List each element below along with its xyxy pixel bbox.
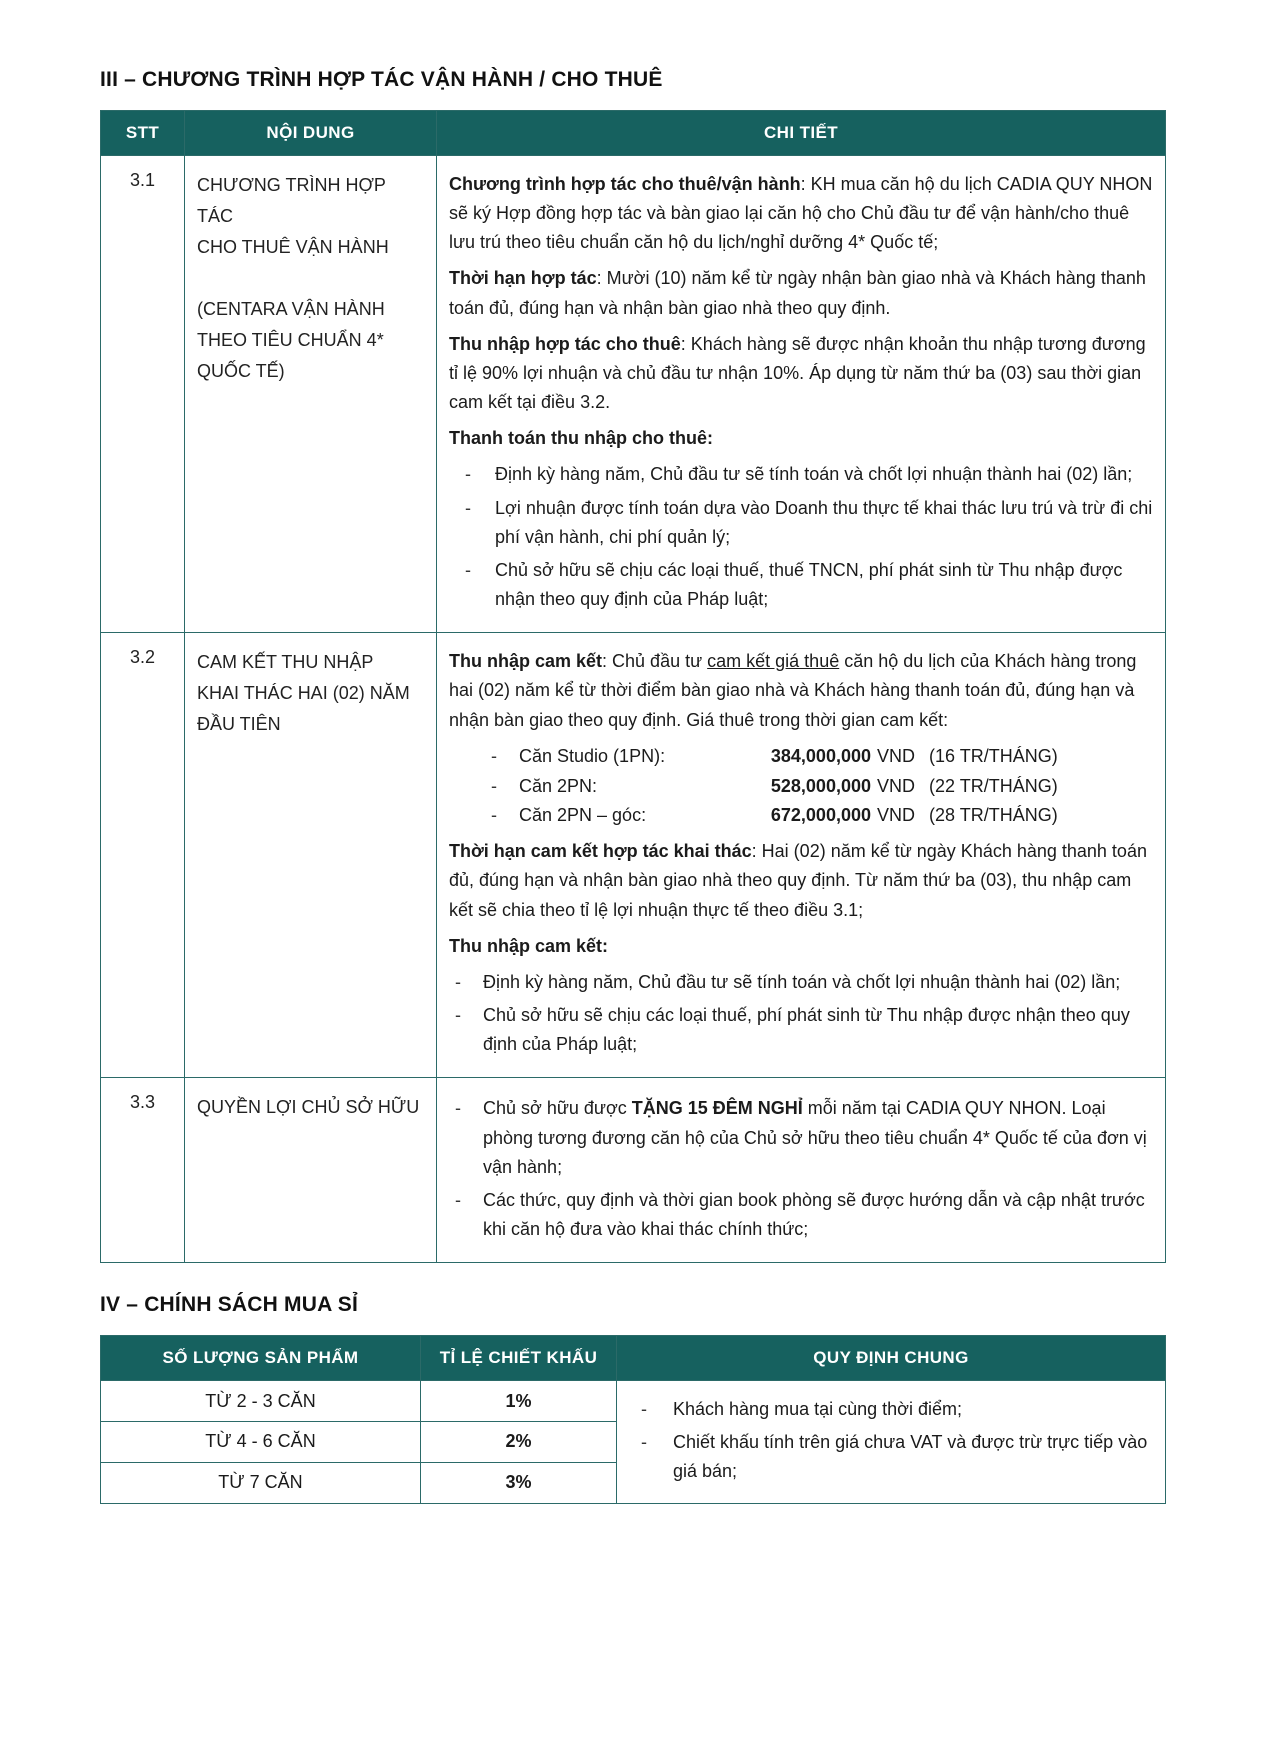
detail-text: căn hộ du lịch của Khách hàng trong hai (02) năm kể từ thời điểm bàn giao nhà và Khách hàng thanh toán đủ, đúng hạn và nhận bàn giao theo quy định. Giá thuê trong thời gian cam kết: <box>449 651 1137 730</box>
detail-text: : KH mua căn hộ du lịch CADIA QUY NHON sẽ ký Hợp đồng hợp tác và bàn giao lại căn hộ cho Chủ đầu tư để vận hành/cho thuê lưu trú theo tiêu chuẩn căn hộ du lịch/nghỉ dưỡng 4* Quốc tế; <box>449 174 1153 253</box>
cooperation-program-table <box>100 110 1166 1263</box>
list-item-text: mỗi năm tại CADIA QUY NHON. Loại phòng tương đương căn hộ của Chủ sở hữu theo tiêu chuẩn 4* Quốc tế của đơn vị vận hành; <box>483 1098 1147 1177</box>
price-item <box>449 742 1153 772</box>
list-item: - Lợi nhuận được tính toán dựa vào Doanh thu thực tế khai thác lưu trú và trừ đi chi phí vận hành, chi phí quản lý; <box>449 494 1153 552</box>
column-header-stt: STT <box>101 111 185 156</box>
price-name: Căn Studio (1PN): <box>519 745 666 766</box>
detail-label: Thu nhập cam kết <box>449 651 603 672</box>
table-row <box>101 633 1166 1078</box>
price-monthly: (16 TR/THÁNG) <box>929 745 1058 766</box>
row-number: 3.1 <box>101 156 185 633</box>
section-3-title: III – CHƯƠNG TRÌNH HỢP TÁC VẬN HÀNH / CHO THUÊ <box>100 68 663 91</box>
price-amount: 384,000,000 <box>770 745 871 766</box>
quantity-cell: TỪ 7 CĂN <box>101 1462 421 1503</box>
price-currency: VND <box>877 745 916 766</box>
detail-label: Thu nhập hợp tác cho thuê <box>449 333 681 354</box>
list-item: - Chủ sở hữu sẽ chịu các loại thuế, thuế TNCN, phí phát sinh từ Thu nhập được nhận theo quy định của Pháp luật; <box>449 556 1153 614</box>
price-name: Căn 2PN – góc: <box>519 805 647 826</box>
discount-cell: 3% <box>421 1462 617 1503</box>
detail-label: Thời hạn hợp tác <box>449 268 597 289</box>
list-item <box>449 1094 1153 1181</box>
row-title <box>185 156 437 633</box>
price-monthly: (28 TR/THÁNG) <box>929 805 1058 826</box>
row-title-line: CHO THUÊ VẬN HÀNH <box>197 236 389 257</box>
row-title-line: THEO TIÊU CHUẨN 4* <box>197 329 384 350</box>
rules-list <box>629 1395 1153 1486</box>
row-title-spacer <box>197 263 424 294</box>
row-number: 3.2 <box>101 633 185 1078</box>
quantity-cell: TỪ 2 - 3 CĂN <box>101 1381 421 1422</box>
detail-label: Chương trình hợp tác cho thuê/vận hành <box>449 174 801 194</box>
row-title <box>185 1078 437 1263</box>
price-amount: 672,000,000 <box>770 805 871 826</box>
list-item: - Các thức, quy định và thời gian book phòng sẽ được hướng dẫn và cập nhật trước khi căn hộ đưa vào khai thác chính thức; <box>449 1186 1153 1244</box>
column-header-rules: QUY ĐỊNH CHUNG <box>617 1336 1166 1381</box>
detail-label: Thu nhập cam kết: <box>449 935 609 956</box>
row-title-line: CHƯƠNG TRÌNH HỢP TÁC <box>197 175 386 226</box>
detail-text: : Chủ đầu tư <box>602 651 708 672</box>
detail-text: : Khách hàng sẽ được nhận khoản thu nhập tương đương tỉ lệ 90% lợi nhuận và chủ đầu tư nhận 10%. Áp dụng từ năm thứ ba (03) sau thời gian cam kết tại điều 3.2. <box>449 333 1146 413</box>
column-header-discount: TỈ LỆ CHIẾT KHẤU <box>421 1336 617 1381</box>
table-row <box>101 156 1166 633</box>
table-header-row <box>101 111 1166 156</box>
price-item <box>449 772 1153 802</box>
detail-text: : Mười (10) năm kể từ ngày nhận bàn giao nhà và Khách hàng thanh toán đủ, đúng hạn và nhận bàn giao nhà theo quy định. <box>449 268 1146 318</box>
price-name: Căn 2PN: <box>519 775 598 796</box>
row-title-line: (CENTARA VẬN HÀNH <box>197 298 385 319</box>
bulk-purchase-policy-table <box>100 1335 1166 1503</box>
list-item: - Khách hàng mua tại cùng thời điểm; <box>629 1395 1153 1424</box>
row-detail <box>437 1078 1166 1263</box>
detail-label: Thanh toán thu nhập cho thuê: <box>449 428 713 449</box>
detail-paragraph <box>449 647 1153 734</box>
row-title <box>185 633 437 1078</box>
row-title-line: ĐẦU TIÊN <box>197 714 281 735</box>
quantity-cell: TỪ 4 - 6 CĂN <box>101 1421 421 1462</box>
discount-cell: 1% <box>421 1381 617 1422</box>
detail-paragraph <box>449 170 1153 257</box>
detail-paragraph <box>449 424 1153 453</box>
list-item-highlight: TẶNG 15 ĐÊM NGHỈ <box>631 1098 803 1119</box>
detail-text: : Hai (02) năm kể từ ngày Khách hàng thanh toán đủ, đúng hạn và nhận bàn giao nhà theo quy định. Từ năm thứ ba (03), thu nhập cam kết sẽ chia theo tỉ lệ lợi nhuận thực tế theo điều 3.1; <box>449 841 1147 920</box>
column-header-quantity: SỐ LƯỢNG SẢN PHẨM <box>101 1336 421 1381</box>
detail-paragraph <box>449 330 1153 417</box>
list-item: - Chiết khấu tính trên giá chưa VAT và được trừ trực tiếp vào giá bán; <box>629 1428 1153 1486</box>
row-detail <box>437 633 1166 1078</box>
column-header-noidung: NỘI DUNG <box>185 111 437 156</box>
detail-paragraph <box>449 932 1153 961</box>
detail-label: Thời hạn cam kết hợp tác khai thác <box>449 841 752 862</box>
price-item <box>449 801 1153 831</box>
row-title-line: KHAI THÁC HAI (02) NĂM <box>197 683 410 704</box>
price-list <box>449 742 1153 832</box>
price-currency: VND <box>877 805 916 826</box>
table-row <box>101 1381 1166 1422</box>
detail-bullet-list <box>449 460 1153 614</box>
list-item: - Chủ sở hữu sẽ chịu các loại thuế, phí phát sinh từ Thu nhập được nhận theo quy định của Pháp luật; <box>449 1001 1153 1059</box>
list-item: - Định kỳ hàng năm, Chủ đầu tư sẽ tính toán và chốt lợi nhuận thành hai (02) lần; <box>449 968 1153 997</box>
section-4-title: IV – CHÍNH SÁCH MUA SỈ <box>100 1293 358 1317</box>
rules-cell <box>617 1381 1166 1503</box>
detail-paragraph <box>449 264 1153 322</box>
list-item: - Định kỳ hàng năm, Chủ đầu tư sẽ tính toán và chốt lợi nhuận thành hai (02) lần; <box>449 460 1153 489</box>
detail-bullet-list <box>449 1094 1153 1244</box>
table-row <box>101 1078 1166 1263</box>
row-title-line: QUYỀN LỢI CHỦ SỞ HỮU <box>197 1097 420 1118</box>
price-amount: 528,000,000 <box>770 775 871 796</box>
list-item-text: Chủ sở hữu được <box>483 1098 632 1119</box>
detail-paragraph <box>449 837 1153 924</box>
discount-cell: 2% <box>421 1421 617 1462</box>
row-detail <box>437 156 1166 633</box>
row-number: 3.3 <box>101 1078 185 1263</box>
row-title-line: QUỐC TẾ) <box>197 360 285 381</box>
detail-text-underlined: cam kết giá thuê <box>707 651 840 672</box>
column-header-chitiet: CHI TIẾT <box>437 111 1166 156</box>
detail-bullet-list <box>449 968 1153 1059</box>
price-monthly: (22 TR/THÁNG) <box>929 775 1058 796</box>
row-title-line: CAM KẾT THU NHẬP <box>197 652 374 673</box>
price-currency: VND <box>877 775 916 796</box>
table-header-row <box>101 1336 1166 1381</box>
